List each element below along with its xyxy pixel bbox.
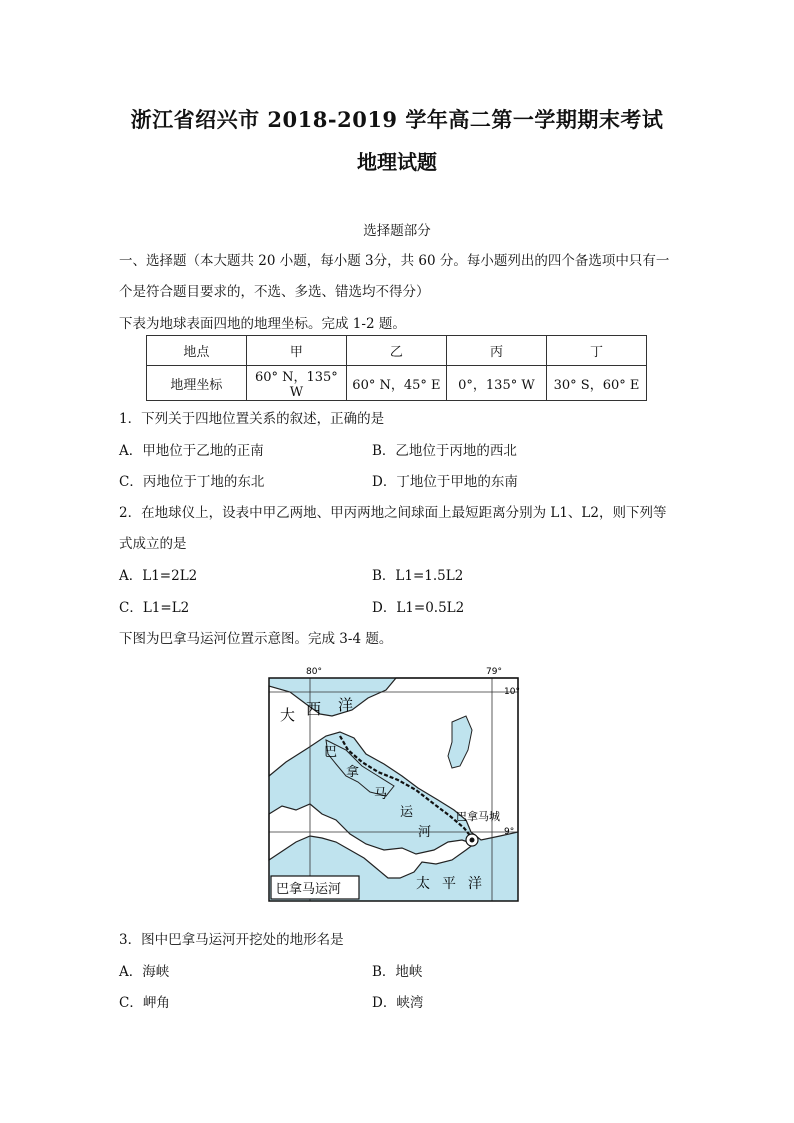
map-caption: 巴拿马运河 xyxy=(276,882,342,897)
instruction-line-1: 一、选择题（本大题共 20 小题，每小题 3分，共 60 分。每小题列出的四个备选项中只有一 xyxy=(119,253,670,269)
table-header-cell: 乙 xyxy=(346,336,446,366)
document-subtitle: 地理试题 xyxy=(357,150,437,174)
atlantic-char-3: 洋 xyxy=(338,696,354,714)
atlantic-char-1: 大 xyxy=(280,706,296,724)
table-intro: 下表为地球表面四地的地理坐标。完成 1-2 题。 xyxy=(119,316,406,332)
instruction-line-2: 个是符合题目要求的，不选、多选、错选均不得分） xyxy=(119,284,430,300)
table-cell: 60° N，45° E xyxy=(346,366,446,401)
panama-canal-map xyxy=(266,664,522,904)
map-intro: 下图为巴拿马运河位置示意图。完成 3-4 题。 xyxy=(119,631,393,647)
question-3-option-b: B．地峡 xyxy=(372,964,423,980)
question-2-option-a: A．L1=2L2 xyxy=(119,568,198,584)
question-1-option-a: A．甲地位于乙地的正南 xyxy=(119,443,264,459)
question-2-option-d: D．L1=0.5L2 xyxy=(372,600,465,616)
lon-label-right: 79° xyxy=(486,667,502,677)
atlantic-char-2: 西 xyxy=(306,700,322,718)
lat-label-bottom: 9° xyxy=(504,827,515,837)
lon-label-left: 80° xyxy=(306,667,322,677)
question-2-option-c: C．L1=L2 xyxy=(119,600,190,616)
question-1-stem: 1．下列关于四地位置关系的叙述，正确的是 xyxy=(119,411,385,427)
canal-char-1: 巴 xyxy=(324,745,338,760)
table-cell: 30° S，60° E xyxy=(546,366,646,401)
pacific-char-2: 平 xyxy=(442,876,456,892)
city-marker-dot xyxy=(470,838,475,843)
canal-char-2: 拿 xyxy=(346,765,360,780)
coordinates-table xyxy=(146,335,647,401)
canal-char-4: 运 xyxy=(400,805,414,820)
table-header-cell: 甲 xyxy=(246,336,346,366)
document-title: 浙江省绍兴市 2018-2019 学年高二第一学期期末考试 xyxy=(130,107,664,132)
map-figure xyxy=(266,664,522,904)
question-2-stem-line-1: 2．在地球仪上，设表中甲乙两地、甲丙两地之间球面上最短距离分别为 L1、L2，则下列等 xyxy=(119,505,667,521)
question-2-stem-line-2: 式成立的是 xyxy=(119,536,187,552)
question-3-option-d: D．峡湾 xyxy=(372,995,424,1011)
pacific-char-1: 太 xyxy=(416,876,430,892)
table-header-cell: 丁 xyxy=(546,336,646,366)
canal-char-3: 马 xyxy=(374,787,388,802)
question-1-option-c: C．丙地位于丁地的东北 xyxy=(119,474,265,490)
table-cell: 60° N，135° W xyxy=(246,366,346,401)
question-2-option-b: B．L1=1.5L2 xyxy=(372,568,464,584)
table-row xyxy=(147,366,647,401)
table-header-cell: 地点 xyxy=(147,336,247,366)
question-1-option-d: D．丁地位于甲地的东南 xyxy=(372,474,518,490)
table-header-row xyxy=(147,336,647,366)
pacific-char-3: 洋 xyxy=(468,876,482,892)
question-1-option-b: B．乙地位于丙地的西北 xyxy=(372,443,517,459)
lat-label-top: 10° xyxy=(504,687,520,697)
city-label: 巴拿马城 xyxy=(456,810,500,823)
table-row-label: 地理坐标 xyxy=(147,366,247,401)
canal-char-5: 河 xyxy=(418,825,432,840)
question-3-stem: 3．图中巴拿马运河开挖处的地形名是 xyxy=(119,932,344,948)
question-3-option-a: A．海峡 xyxy=(119,964,170,980)
question-3-option-c: C．岬角 xyxy=(119,995,170,1011)
table-cell: 0°，135° W xyxy=(446,366,546,401)
table-header-cell: 丙 xyxy=(446,336,546,366)
section-heading: 选择题部分 xyxy=(363,223,431,239)
